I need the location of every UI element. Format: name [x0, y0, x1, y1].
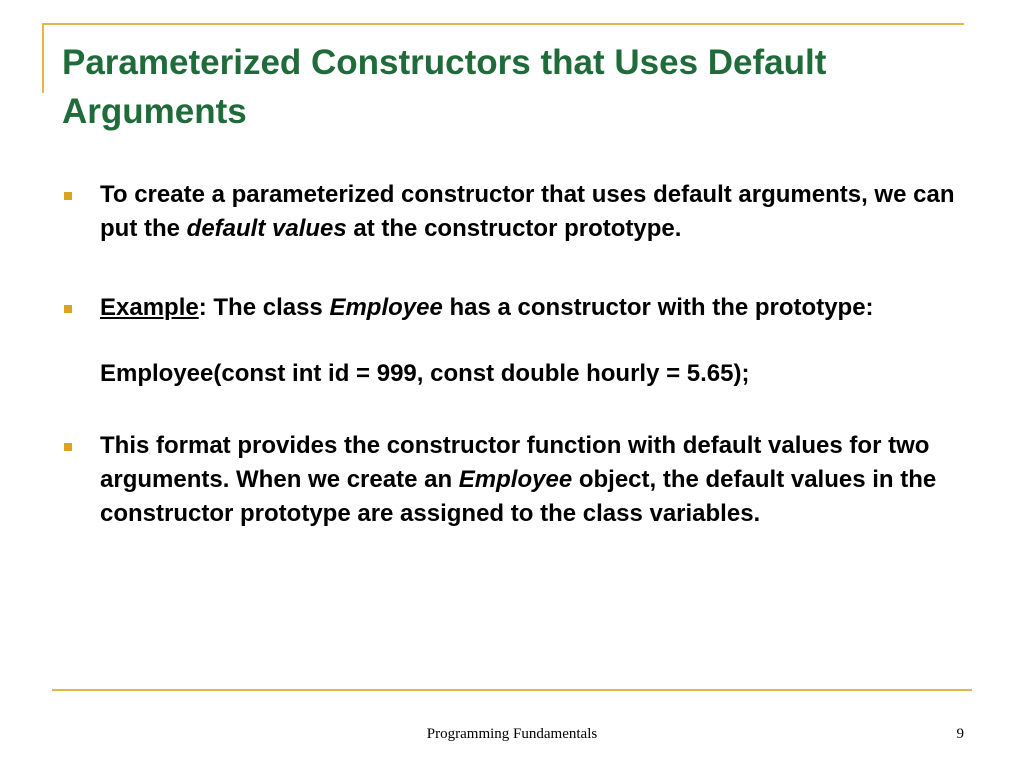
bullet-item-3: [62, 429, 962, 531]
bullet-3-text-end: object, the default values in the constructor prototype are assigned to the class variables.: [100, 466, 937, 527]
footer-course-name: Programming Fundamentals: [426, 726, 598, 742]
top-border-line: [42, 23, 964, 25]
bullet-1-emphasis: default values: [186, 215, 347, 242]
constructor-prototype-line: Employee(const int id = 999, const double hourly = 5.65);: [100, 360, 750, 387]
bullet-1-text-end: at the constructor prototype.: [346, 215, 682, 242]
square-bullet-icon: [64, 192, 72, 200]
bullet-1-text-start: To create a parameterized constructor that uses default arguments, we can put the: [100, 181, 955, 242]
bullet-2-emphasis: Employee: [329, 294, 443, 321]
bullet-3-emphasis: Employee: [458, 466, 573, 493]
slide-page-number: 9: [956, 726, 964, 742]
left-border-line: [42, 23, 44, 93]
bullet-3-text-start: This format provides the constructor function with default values for two arguments. When we create an: [100, 432, 930, 493]
bullet-item-1: [62, 178, 962, 246]
square-bullet-icon: [64, 305, 72, 313]
slide-title: Parameterized Constructors that Uses Default Arguments: [62, 43, 827, 131]
example-label: Example: [100, 294, 199, 321]
bullet-item-2: [62, 291, 962, 325]
square-bullet-icon: [64, 443, 72, 451]
footer-divider: [52, 689, 972, 691]
bullet-2-text-start: : The class: [198, 294, 330, 321]
slide-body: [62, 178, 962, 531]
bullet-2-text-end: has a constructor with the prototype:: [442, 294, 874, 321]
